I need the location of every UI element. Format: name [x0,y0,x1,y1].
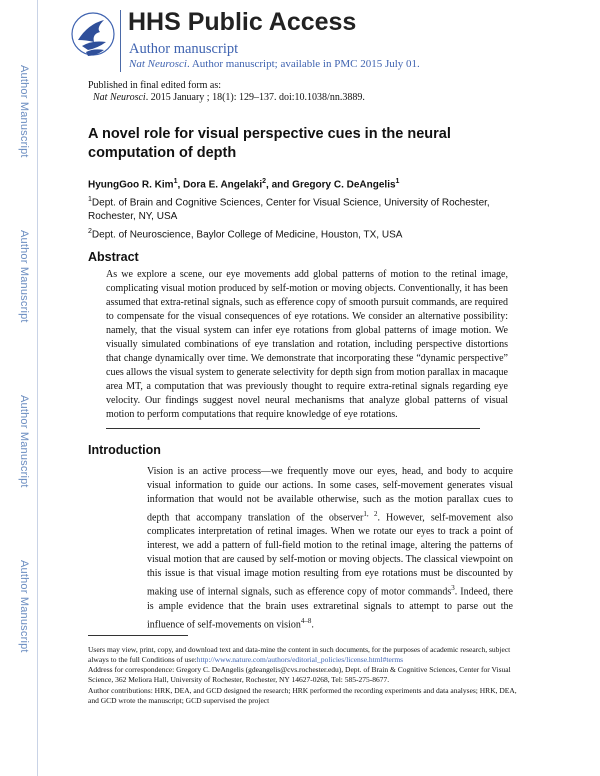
sidebar-author-manuscript-label: Author Manuscript [18,65,30,158]
author-separator: , and [266,179,293,191]
citation-details: . 2015 January ; 18(1): 129–137. doi:10.1038/nn.3889. [145,92,365,103]
contributions-footnote: Author contributions: HRK, DEA, and GCD designed the research; HRK performed the recording experiments and data analyses; HRK, DEA, and GCD wrote the manuscript; GCD supervised the project [88,686,517,705]
header-rule [120,10,121,72]
intro-text: . However, self-movement also complicates interpretation of retinal images. When we rotate our eyes to track a point of interest, we add a pattern of full-field motion to the retinal image, altering the patterns of visual motion that are caused by self-motion or moving objects. The classical viewpoint on this issue is that visual image motion resulting from eye rotations must be discounted by making use of internal signals, such as efference copy of motor commands [147,512,514,598]
hhs-eagle-logo-icon [70,10,116,72]
author-affiliation-sup: 1 [395,178,400,185]
author-affiliation-sup: 1 [173,178,178,185]
affiliation-2 [88,225,528,242]
intro-text: Vision is an active process—we frequently move our eyes, head, and body to acquire visual information to guide our actions. In some cases, self-movement generates visual information that would not be available otherwise, such as the motion parallax cues to depth that accompany translation of the observer [147,466,513,524]
sidebar-divider [37,0,38,776]
sidebar-author-manuscript-label: Author Manuscript [18,560,30,653]
footnote-rule [88,635,188,636]
affiliation-text: Dept. of Neuroscience, Baylor College of Medicine, Houston, TX, USA [91,229,403,241]
affiliation-sup: 1 [88,196,92,203]
affiliation-sup: 2 [88,228,92,235]
intro-text: . [311,618,314,630]
author-manuscript-subtitle: Author manuscript [129,41,239,57]
rights-footnote [88,645,518,664]
author-name: Dora E. Angelaki [183,179,263,191]
sidebar-author-manuscript-label: Author Manuscript [18,395,30,488]
author-affiliation-sup: 2 [262,178,267,185]
author-separator: , [177,179,184,191]
availability-line [129,58,420,70]
citation-ref[interactable]: 3 [451,584,455,593]
citation-ref[interactable]: 4–8 [300,616,312,625]
journal-abbrev: Nat Neurosci [129,58,187,70]
license-link[interactable]: http://www.nature.com/authors/editorial_policies/license.html#terms [196,654,404,664]
author-list [88,178,399,190]
abstract-rule [106,428,480,429]
article-title: A novel role for visual perspective cues in the neural computation of depth [88,126,451,161]
correspondence-footnote: Address for correspondence: Gregory C. DeAngelis (gdeangelis@cvs.rochester.edu), Dept. of Brain & Cognitive Sciences, Center for Visual Science, 362 Meliora Hall, University of Rochester, Rochester, NY 14627-0268, Tel: 585-275-8677. [88,665,511,684]
introduction-heading: Introduction [88,443,161,457]
published-in-line: Published in final edited form as: [88,80,222,91]
affiliation-1 [88,193,528,224]
author-name: Gregory C. DeAngelis [292,179,396,191]
citation-line [93,92,365,103]
rights-text: Users may view, print, copy, and download text and data-mine the content in such documents, for the purposes of academic research, subject always to the full Conditions of use: [88,645,511,664]
sidebar-author-manuscript-label: Author Manuscript [18,230,30,323]
introduction-body [147,465,513,632]
abstract-heading: Abstract [88,250,139,264]
citation-journal: Nat Neurosci [93,92,146,103]
affiliation-text: Dept. of Brain and Cognitive Sciences, Center for Visual Science, University of Rochester, Rochester, NY, USA [88,197,490,223]
intro-text: . Indeed, there is ample evidence that the brain uses extraretinal signals to attempt to parse out the influence of self-movements on vision [147,586,513,630]
citation-ref[interactable]: 1, 2 [363,510,378,518]
availability-text: . Author manuscript; available in PMC 2015 July 01. [186,58,420,70]
hhs-public-access-title: HHS Public Access [128,8,357,36]
abstract-body: As we explore a scene, our eye movements add global patterns of motion to the retinal image, complicating visual motion produced by self-motion or moving objects. Conventionally, it has been assumed that extra-retinal signals, such as efference copy of smooth pursuit commands, are required to compensate for the visual consequences of eye rotations. We consider an alternative possibility: namely, that the visual system can infer eye rotations from global patterns of image motion. We visually simulated combinations of eye translation and rotation, including perspective distortions that change dynamically over time. We demonstrate that incorporating these “dynamic perspective” cues allows the visual system to generate selectivity for depth sign from motion parallax in macaque area MT, a computation that was previously thought to require extra-retinal signals regarding eye velocity. Our findings suggest novel neural mechanisms that analyze global patterns of visual motion to perform computations that require knowledge of eye rotations. [106,269,508,420]
author-name: HyungGoo R. Kim [88,179,174,191]
